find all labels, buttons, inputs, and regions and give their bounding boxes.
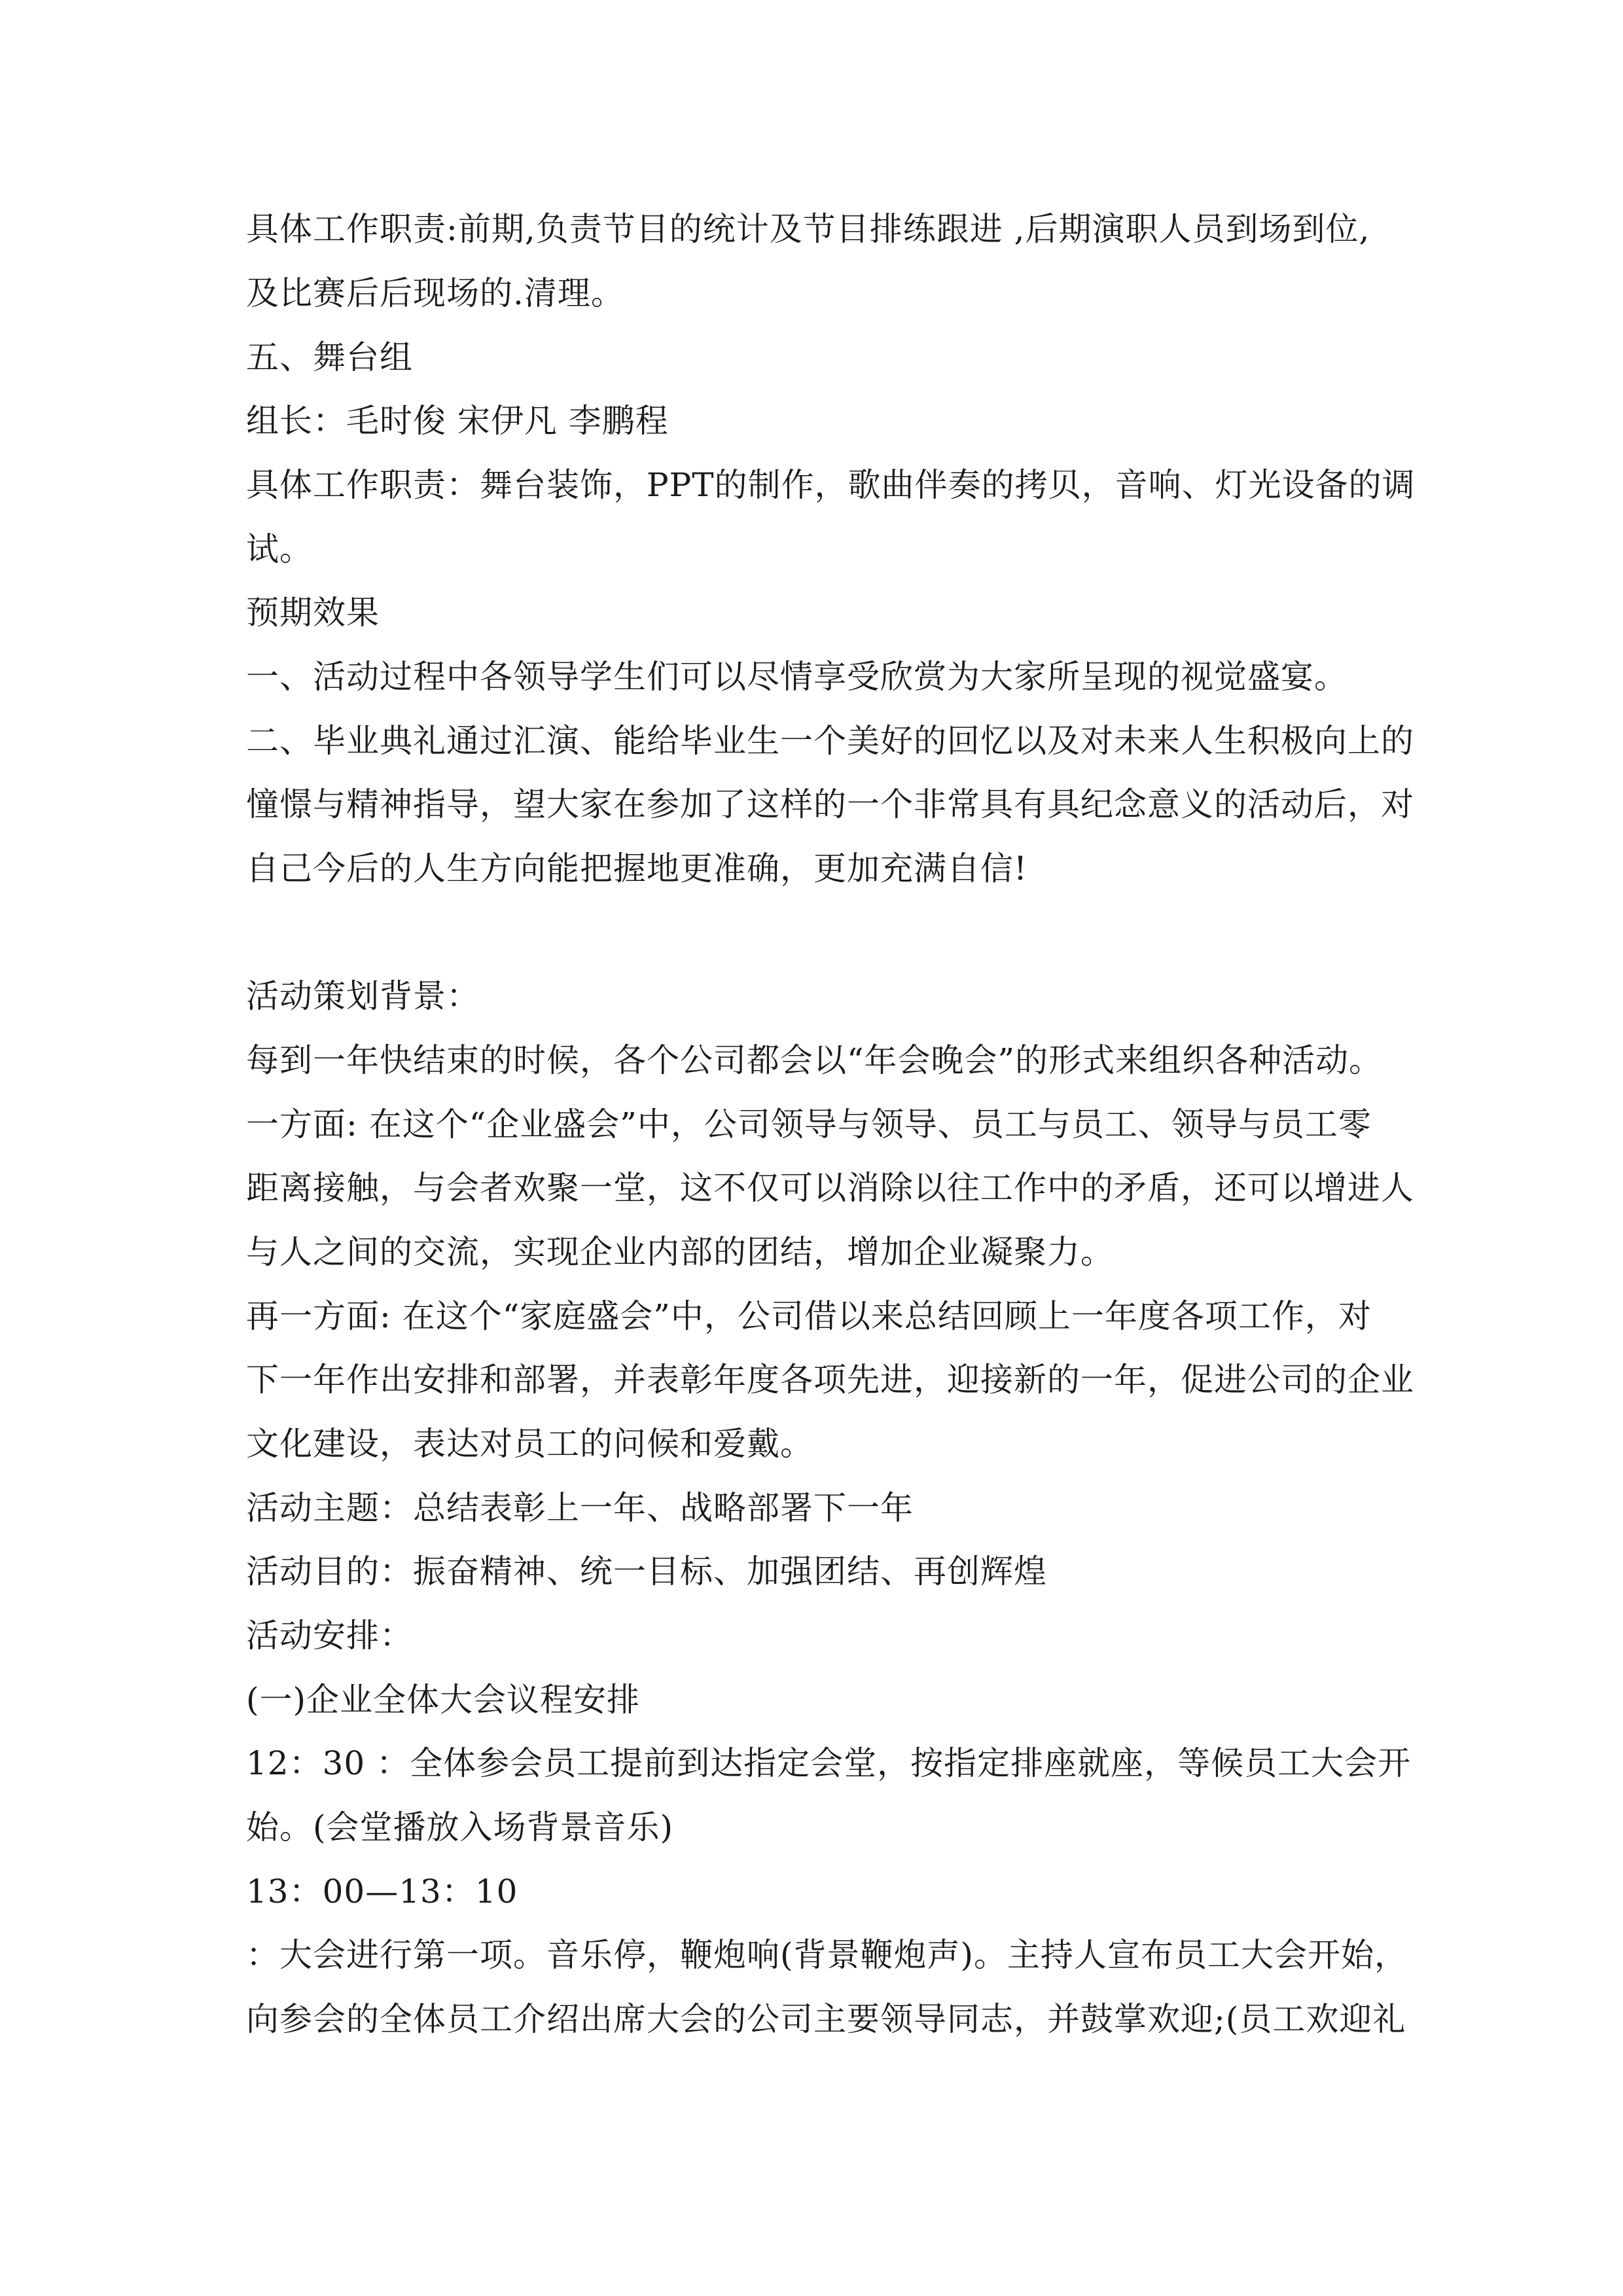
duty-line-1: 具体工作职责:前期,负责节目的统计及节目排练跟进 ,后期演职人员到场到位, xyxy=(246,210,1370,248)
expected-item-2c: 自己今后的人生方向能把握地更准确，更加充满自信! xyxy=(246,850,1028,888)
agenda-heading: (一)企业全体大会议程安排 xyxy=(246,1681,641,1719)
paragraph-line: 每到一年快结束的时候，各个公司都会以“年会晚会”的形式来组织各种活动。 xyxy=(246,1041,1383,1079)
background-heading: 活动策划背景： xyxy=(246,977,480,1015)
duty-line-2: 及比赛后后现场的.清理。 xyxy=(246,274,624,312)
agenda-line: 始。(会堂播放入场背景音乐) xyxy=(246,1808,674,1846)
expected-item-1: 一、活动过程中各领导学生们可以尽情享受欣赏为大家所呈现的视觉盛宴。 xyxy=(246,658,1347,696)
paragraph-line: 一方面: 在这个“企业盛会”中，公司领导与领导、员工与员工、领导与员工零 xyxy=(246,1105,1372,1143)
expected-item-2a: 二、毕业典礼通过汇演、能给毕业生一个美好的回忆以及对未来人生积极向上的 xyxy=(246,722,1414,760)
agenda-line: 12：30 ：全体参会员工提前到达指定会堂，按指定排座就座，等候员工大会开 xyxy=(246,1744,1412,1782)
agenda-line: 向参会的全体员工介绍出席大会的公司主要领导同志，并鼓掌欢迎;(员工欢迎礼 xyxy=(246,2000,1406,2038)
duty-line-4: 试。 xyxy=(246,530,313,568)
theme-line: 活动主题：总结表彰上一年、战略部署下一年 xyxy=(246,1489,914,1527)
paragraph-line: 再一方面: 在这个“家庭盛会”中，公司借以来总结回顾上一年度各项工作，对 xyxy=(246,1297,1372,1335)
paragraph-line: 下一年作出安排和部署，并表彰年度各项先进，迎接新的一年，促进公司的企业 xyxy=(246,1361,1414,1399)
agenda-time: 13：00—13：10 xyxy=(246,1873,518,1910)
expected-heading: 预期效果 xyxy=(246,594,380,632)
paragraph-line: 距离接触，与会者欢聚一堂，这不仅可以消除以往工作中的矛盾，还可以增进人 xyxy=(246,1169,1414,1207)
duty-line-3: 具体工作职责：舞台装饰，PPT的制作，歌曲伴奏的拷贝，音响、灯光设备的调 xyxy=(246,466,1416,504)
expected-item-2b: 憧憬与精神指导，望大家在参加了这样的一个非常具有具纪念意义的活动后，对 xyxy=(246,785,1414,823)
team-leaders: 组长：毛时俊 宋伊凡 李鹏程 xyxy=(246,402,669,440)
section-heading: 五、舞台组 xyxy=(246,338,413,376)
agenda-line: ：大会进行第一项。音乐停，鞭炮响(背景鞭炮声)。主持人宣布员工大会开始， xyxy=(246,1936,1408,1974)
arrangement-heading: 活动安排： xyxy=(246,1617,413,1655)
paragraph-line: 文化建设，表达对员工的问候和爱戴。 xyxy=(246,1425,813,1463)
purpose-line: 活动目的：振奋精神、统一目标、加强团结、再创辉煌 xyxy=(246,1552,1047,1590)
paragraph-line: 与人之间的交流，实现企业内部的团结，增加企业凝聚力。 xyxy=(246,1233,1114,1271)
